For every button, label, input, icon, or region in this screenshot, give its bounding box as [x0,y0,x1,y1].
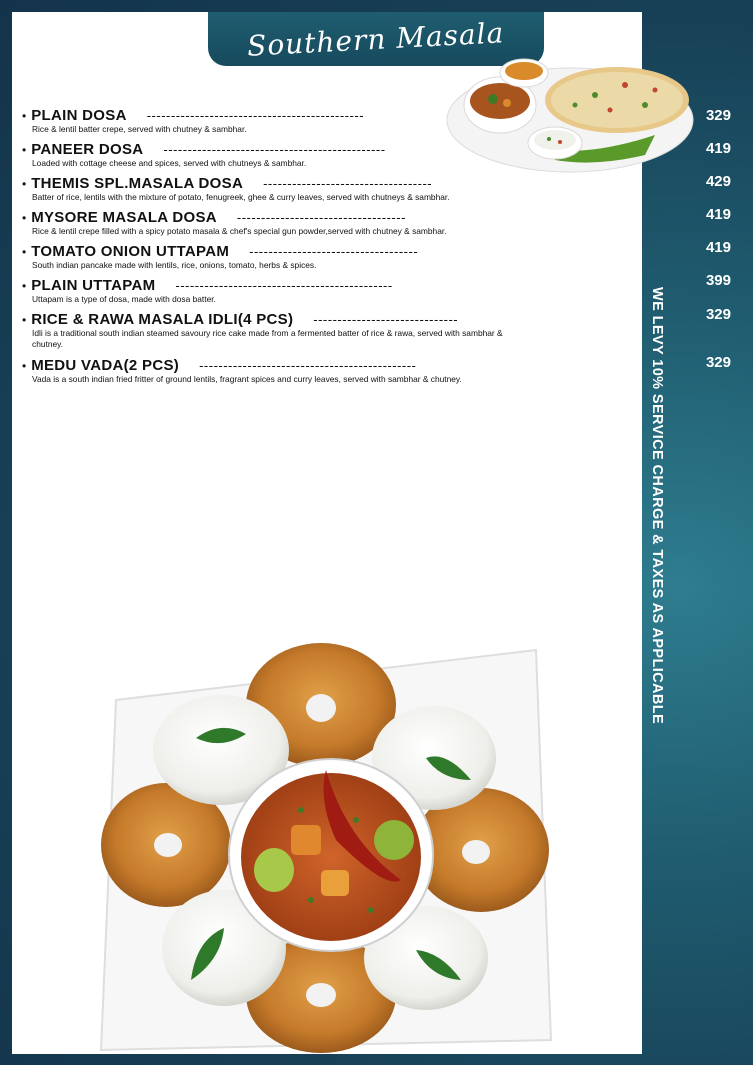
item-name: PLAIN UTTAPAM [31,277,156,294]
item-description: Vada is a south indian fried fritter of ground lentils, fragrant spices and curry leaves, served with sambhar & chutney. [32,374,462,384]
item-description: Loaded with cottage cheese and spices, served with chutneys & sambhar. [32,158,307,168]
item-price: 329 [705,107,731,124]
item-description: Uttapam is a type of dosa, made with dosa batter. [32,294,216,304]
leader-dashes: --------------------------------------------- [199,358,417,373]
item-price: 329 [705,306,731,323]
bullet: • [22,143,27,157]
item-name: RICE & RAWA MASALA IDLI(4 PCS) [31,311,294,328]
leader-dashes: ---------------------------------------------- [163,142,386,157]
leader-dashes: --------------------------------------------- [175,278,393,293]
item-description: Batter of rice, lentils with the mixture of potato, fenugreek, ghee & curry leaves, served with chutneys & sambhar. [32,192,450,202]
item-price: 419 [705,239,731,256]
service-charge-note: WE LEVY 10% SERVICE CHARGE & TAXES AS APPLICABLE [649,287,665,725]
item-name: PLAIN DOSA [31,107,127,124]
menu-item [22,107,632,135]
leader-dashes: ----------------------------------- [263,176,433,191]
item-description: Idli is a traditional south indian steamed savoury rice cake made from a fermented batter of rice & rawa, served with sambhar & chutney. [32,328,503,349]
leader-dashes: --------------------------------------------- [146,108,365,123]
item-price: 399 [705,272,731,289]
item-name: MEDU VADA(2 PCS) [31,357,180,374]
bullet: • [22,211,27,225]
item-name: THEMIS SPL.MASALA DOSA [31,175,244,192]
menu-item [22,277,632,305]
idli-vada-platter-image [96,640,566,1055]
item-description: Rice & lentil crepe filled with a spicy potato masala & chef's special gun powder,served with chutney & sambhar. [32,226,447,236]
menu-item [22,141,632,169]
item-name: MYSORE MASALA DOSA [31,209,217,226]
leader-dashes: ----------------------------------- [249,244,419,259]
item-description: South indian pancake made with lentils, rice, onions, tomato, herbs & spices. [32,260,317,270]
bullet: • [22,177,27,191]
menu-item [22,209,632,237]
item-name: TOMATO ONION UTTAPAM [31,243,230,260]
bullet: • [22,109,27,123]
item-price: 419 [705,140,731,157]
menu-item [22,357,632,385]
item-price: 329 [705,354,731,371]
leader-dashes: ----------------------------------- [236,210,406,225]
bullet: • [22,279,27,293]
menu-item [22,175,632,203]
menu-item [22,311,632,350]
leader-dashes: ------------------------------ [313,312,459,327]
section-title: Southern Masala [246,15,506,63]
bullet: • [22,245,27,259]
bullet: • [22,359,27,373]
menu-item [22,243,632,271]
item-name: PANEER DOSA [31,141,144,158]
bullet: • [22,313,27,327]
item-price: 419 [705,206,731,223]
item-price: 429 [705,173,731,190]
item-description: Rice & lentil batter crepe, served with chutney & sambhar. [32,124,247,134]
